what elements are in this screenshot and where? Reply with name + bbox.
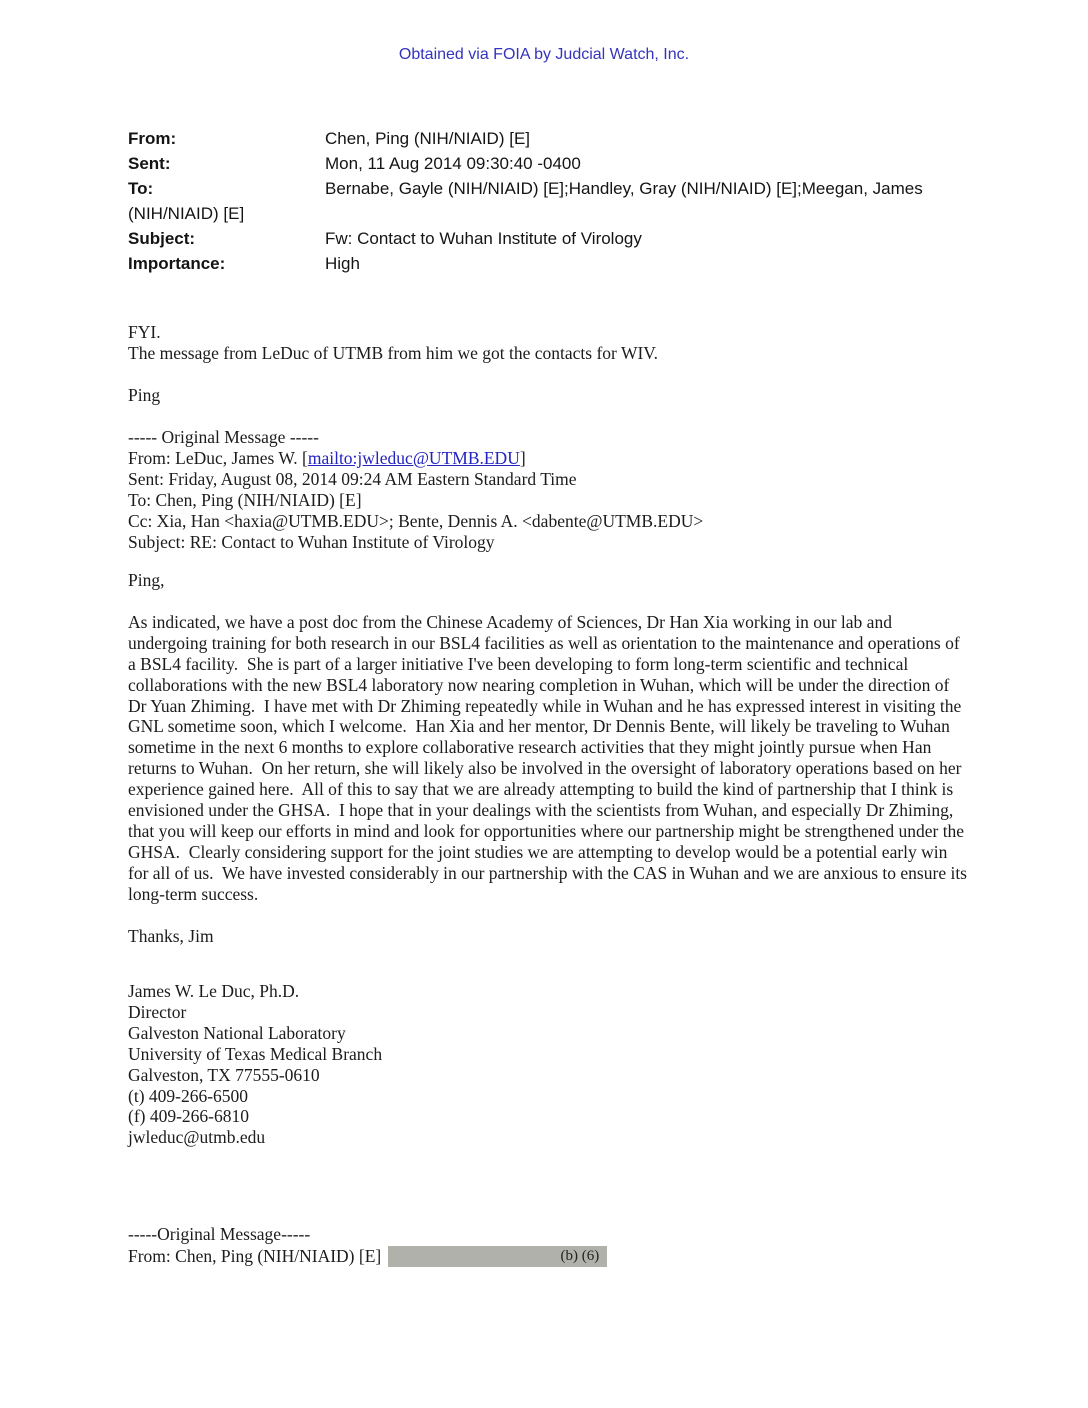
forward-note-block [128,322,968,406]
footer-original-message [128,1224,968,1267]
importance-value: High [325,254,360,273]
to-value: Bernabe, Gayle (NIH/NIAID) [E];Handley, Gray (NIH/NIAID) [E];Meegan, James [325,179,923,198]
original-message-from-line [128,448,968,469]
email-header-block [128,126,968,276]
signature-name: James W. Le Duc, Ph.D. [128,981,300,1001]
signature-email: jwleduc@utmb.edu [128,1127,266,1148]
subject-label: Subject: [128,229,196,248]
footer-from-line [128,1246,968,1267]
original-message-header [128,427,968,553]
original-message-subject-line: Subject: RE: Contact to Wuhan Institute of Virology [128,532,495,552]
forward-note-fyi: FYI. [128,322,161,342]
footer-from-text: From: Chen, Ping (NIH/NIAID) [E] [128,1246,382,1266]
original-message-to-line: To: Chen, Ping (NIH/NIAID) [E] [128,490,362,510]
sent-value: Mon, 11 Aug 2014 09:30:40 -0400 [325,154,581,173]
to-label: To: [128,179,154,198]
forward-note-signoff: Ping [128,385,161,405]
letter-closing: Thanks, Jim [128,925,214,946]
header-row-from [128,126,968,151]
subject-value: Fw: Contact to Wuhan Institute of Virology [325,229,642,248]
header-row-importance [128,251,968,276]
sent-label: Sent: [128,154,171,173]
from-value: Chen, Ping (NIH/NIAID) [E] [325,129,531,148]
signature-fax: (f) 409-266-6810 [128,1106,250,1127]
signature-title: Director [128,1001,187,1022]
original-message-from-suffix: ] [519,448,526,468]
original-message-sent-line: Sent: Friday, August 08, 2014 09:24 AM Eastern Standard Time [128,469,577,489]
original-message-cc-line: Cc: Xia, Han <haxia@UTMB.EDU>; Bente, Dennis A. <dabente@UTMB.EDU> [128,511,704,531]
original-message-separator: ----- Original Message ----- [128,427,319,447]
original-message-from-prefix: From: LeDuc, James W. [ [128,448,308,468]
redaction-exemption-code: (b) (6) [560,1248,600,1264]
foia-watermark: Obtained via FOIA by Judcial Watch, Inc. [398,46,690,63]
importance-label: Importance: [128,254,226,273]
redaction-box [388,1246,607,1267]
letter-body [128,570,970,947]
from-label: From: [128,129,177,148]
letter-greeting: Ping, [128,570,165,590]
header-row-to [128,176,968,201]
header-row-subject [128,226,968,251]
signature-institution: University of Texas Medical Branch [128,1043,383,1064]
mailto-link[interactable]: mailto:jwleduc@UTMB.EDU [307,448,520,468]
header-row-sent [128,151,968,176]
footer-separator: -----Original Message----- [128,1224,311,1244]
letter-paragraph: As indicated, we have a post doc from the Chinese Academy of Sciences, Dr Han Xia working in our lab and undergoing training for both research in our BSL4 facilities as well as orientation to the maintenance and operations of a BSL4 facility. She is part of a larger initiative I've been developing to form long-term scientific and technical collaborations with the new BSL4 laboratory now nearing completion in Wuhan, which will be under the direction of Dr Yuan Zhiming. I have met with Dr Zhiming repeatedly while in Wuhan and he has expressed interest in visiting the GNL sometime soon, which I welcome. Han Xia and her mentor, Dr Dennis Bente, will likely be traveling to Wuhan sometime in the next 6 months to explore collaborative research activities that they might jointly pursue when Han returns to Wuhan. On her return, she will likely also be involved in the oversight of laboratory operations based on her experience gained here. All of this to say that we are already attempting to build the kind of partnership that I think is envisioned under the GHSA. I hope that in your dealings with the scientists from Wuhan, and especially Dr Zhiming, that you will keep our efforts in mind and look for opportunities where our partnership might be strengthened under the GHSA. Clearly considering support for the joint studies we are attempting to develop would be a potential early win for all of us. We have invested considerably in our partnership with the CAS in Wuhan and we are anxious to ensure its long-term success. [128,611,972,904]
signature-address: Galveston, TX 77555-0610 [128,1064,320,1085]
signature-block [128,981,728,1148]
forward-note-message: The message from LeDuc of UTMB from him we got the contacts for WIV. [128,343,659,363]
to-value-continuation: (NIH/NIAID) [E] [128,204,245,223]
signature-phone: (t) 409-266-6500 [128,1085,249,1106]
signature-org: Galveston National Laboratory [128,1022,346,1043]
